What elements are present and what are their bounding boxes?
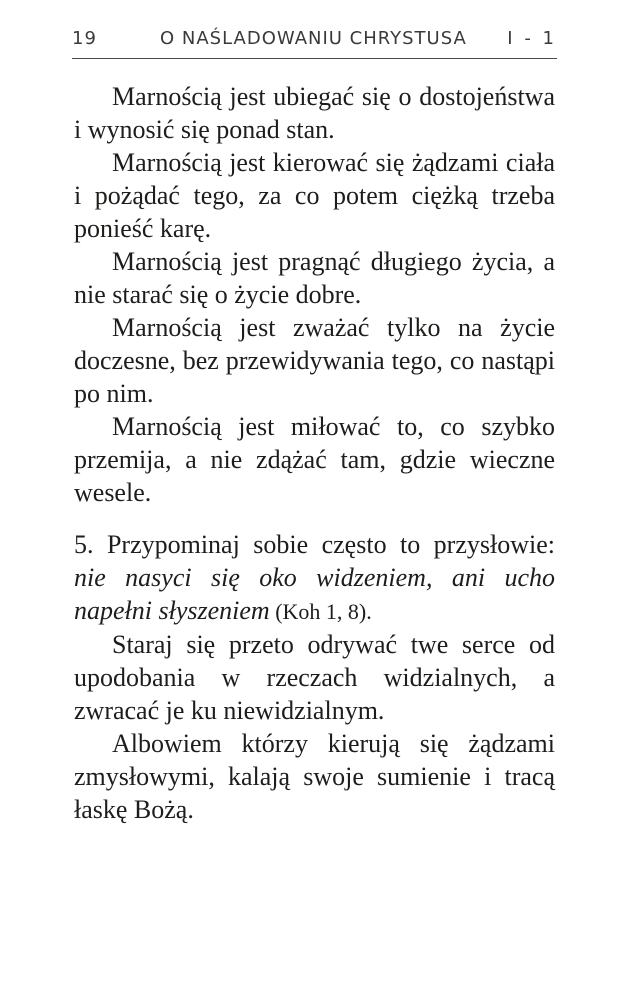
running-title: O NAŚLADOWANIU CHRYSTUSA (160, 28, 467, 49)
scripture-reference: (Koh 1, 8). (269, 599, 372, 624)
paragraph-vanity-2: Marnością jest kierować się żądzami ciała i pożądać tego, za co potem ciężką trzeba ponieść karę. (74, 148, 555, 243)
paragraph-vanity-1: Marnością jest ubiegać się o dostojeństwa i wynosić się ponad stan. (74, 82, 555, 144)
page-number: 19 (72, 28, 97, 49)
page-header (72, 22, 557, 59)
section-marker: I - 1 (507, 28, 557, 49)
paragraph-conscience: Albowiem którzy kierują się żądzami zmysłowymi, kalają swoje sumienie i tracą łaskę Bożą. (74, 729, 555, 824)
section-5-paragraph (74, 528, 555, 628)
paragraph-vanity-4: Marnością jest zważać tylko na życie doczesne, bez przewidywania tego, co nastąpi po nim. (74, 313, 555, 408)
paragraph-detach-heart: Staraj się przeto odrywać twe serce od upodobania w rzeczach widzialnych, a zwracać je ku niewidzialnym. (74, 630, 555, 725)
paragraph-vanity-5: Marnością jest miłować to, co szybko przemija, a nie zdążać tam, gdzie wieczne wesele. (74, 412, 555, 507)
section-5-lead: 5. Przypominaj sobie często to przysłowie: (74, 530, 555, 559)
proverb-quote: nie nasyci się oko widzeniem, ani ucho napełni słyszeniem (74, 563, 555, 625)
paragraph-vanity-3: Marnością jest pragnąć długiego życia, a nie starać się o życie dobre. (74, 247, 555, 309)
page-body (74, 80, 555, 826)
